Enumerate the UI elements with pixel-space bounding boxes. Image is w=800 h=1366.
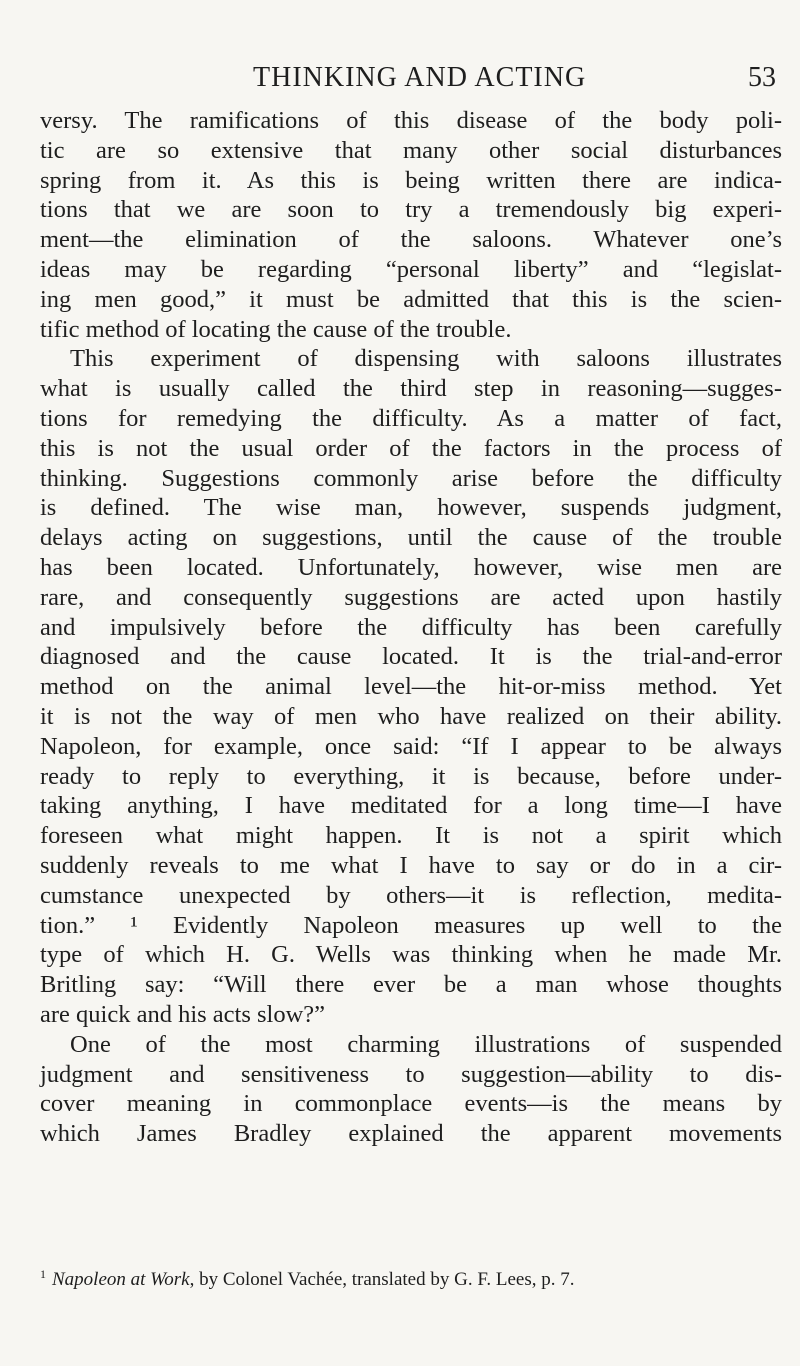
text-line: spring from it. As this is being written there are indica- [40,166,782,194]
text-line: suddenly reveals to me what I have to say or do in a cir- [40,851,782,879]
text-line: is defined. The wise man, however, suspends judgment, [40,494,782,522]
text-line: versy. The ramifications of this disease of the body poli- [40,107,782,134]
text-line: ment—the elimination of the saloons. Whatever one’s [40,226,782,254]
text-line: are quick and his acts slow?” [40,1000,326,1028]
text-line: which James Bradley explained the apparent movements [40,1120,782,1148]
text-line: Britling say: “Will there ever be a man whose thoughts [40,971,782,999]
text-line: Napoleon, for example, once said: “If I appear to be always [40,732,782,760]
text-line: ing men good,” it must be admitted that this is the scien- [40,285,782,313]
text-line: diagnosed and the cause located. It is the trial-and-error [40,643,782,671]
footnote-marker: 1 [40,1267,46,1281]
footnote-text: , by Colonel Vachée, translated by G. F. Lees, p. 7. [189,1269,575,1290]
text-line: has been located. Unfortunately, however, wise men are [40,553,782,581]
footnote [40,1262,782,1292]
text-line: delays acting on suggestions, until the cause of the trouble [40,524,782,552]
text-line: One of the most charming illustrations of suspended [70,1030,782,1058]
text-line: rare, and consequently suggestions are acted upon hastily [40,583,782,611]
running-head: THINKING AND ACTING [253,62,587,93]
text-line: what is usually called the third step in reasoning—sugges- [40,375,782,403]
text-line: This experiment of dispensing with saloons illustrates [70,345,782,373]
text-line: thinking. Suggestions commonly arise before the difficulty [40,464,782,492]
text-line: tions that we are soon to try a tremendously big experi- [40,196,782,224]
text-line: judgment and sensitiveness to suggestion—ability to dis- [40,1060,782,1088]
page-header [0,58,800,98]
text-line: ready to reply to everything, it is because, before under- [40,762,782,790]
text-line: tic are so extensive that many other social disturbances [40,136,782,164]
text-line: it is not the way of men who have realized on their ability. [40,702,782,730]
text-line: taking anything, I have meditated for a long time—I have [40,792,782,820]
text-line: method on the animal level—the hit-or-miss method. Yet [40,673,782,701]
text-line: cover meaning in commonplace events—is the means by [40,1090,782,1118]
text-line: this is not the usual order of the factors in the process of [40,434,782,462]
text-line: type of which H. G. Wells was thinking when he made Mr. [40,941,782,969]
text-line: tific method of locating the cause of the trouble. [40,315,512,343]
text-line: tion.” ¹ Evidently Napoleon measures up well to the [40,911,782,939]
text-line: tions for remedying the difficulty. As a matter of fact, [40,404,782,432]
text-line: cumstance unexpected by others—it is reflection, medita- [40,881,782,909]
body-text [40,106,782,1149]
text-line: ideas may be regarding “personal liberty” and “legislat- [40,255,782,283]
footnote-title: Napoleon at Work [52,1269,190,1290]
text-line: foreseen what might happen. It is not a spirit which [40,822,782,850]
text-line: and impulsively before the difficulty has been carefully [40,613,782,641]
page-number: 53 [748,62,776,93]
